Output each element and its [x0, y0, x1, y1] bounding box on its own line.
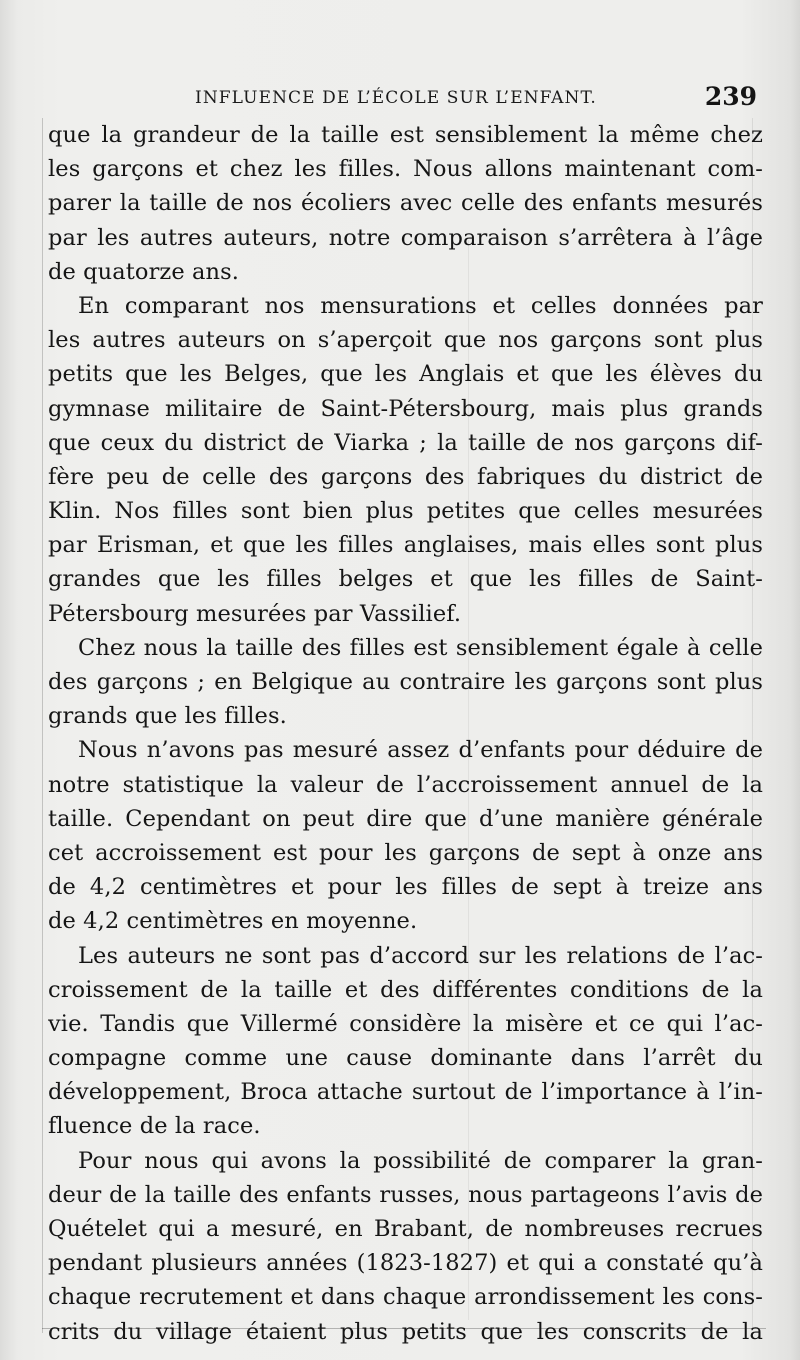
text-line: les garçons et chez les filles. Nous allons maintenant com- [48, 156, 763, 183]
page-number: 239 [704, 82, 757, 111]
text-line: gymnase militaire de Saint-Pétersbourg, mais plus grands [48, 395, 763, 422]
text-line: des garçons ; en Belgique au contraire les garçons sont plus [48, 669, 763, 695]
text-line: En comparant nos mensurations et celles données par [78, 292, 763, 319]
text-line: Chez nous la taille des filles est sensiblement égale à celle [78, 634, 763, 661]
text-line: les autres auteurs on s’aperçoit que nos garçons sont plus [48, 327, 763, 354]
page-header [0, 80, 800, 110]
text-line: deur de la taille des enfants russes, nous partageons l’avis de [48, 1181, 763, 1208]
text-line: de quatorze ans. [48, 258, 240, 285]
text-line: compagne comme une cause dominante dans l’arrêt du [48, 1045, 763, 1072]
text-line: petits que les Belges, que les Anglais et que les élèves du [48, 361, 763, 388]
text-line: vie. Tandis que Villermé considère la misère et ce qui l’ac- [48, 1010, 763, 1037]
text-line: fluence de la race. [48, 1113, 261, 1140]
text-line: par Erisman, et que les filles anglaises, mais elles sont plus [48, 532, 763, 559]
text-line: de 4,2 centimètres et pour les filles de sept à treize ans [48, 874, 763, 901]
text-line: de 4,2 centimètres en moyenne. [48, 908, 418, 935]
text-line: croissement de la taille et des différentes conditions de la [48, 976, 763, 1003]
body-text [48, 118, 763, 1349]
text-line: que la grandeur de la taille est sensiblement la même chez [48, 122, 763, 148]
text-line: développement, Broca attache surtout de l’importance à l’in- [48, 1079, 763, 1106]
text-line: Quételet qui a mesuré, en Brabant, de nombreuses recrues [48, 1216, 763, 1242]
text-line: taille. Cependant on peut dire que d’une manière générale [48, 805, 763, 832]
show-through-rule [42, 118, 43, 1333]
text-line: par les autres auteurs, notre comparaison s’arrêtera à l’âge [48, 224, 763, 251]
text-line: Nous n’avons pas mesuré assez d’enfants pour déduire de [78, 737, 763, 764]
text-line: cet accroissement est pour les garçons de sept à onze ans [48, 839, 763, 866]
text-line: Pétersbourg mesurées par Vassilief. [48, 600, 462, 627]
text-line: chaque recrutement et dans chaque arrondissement les cons- [48, 1284, 763, 1311]
text-line: fère peu de celle des garçons des fabriques du district de [48, 463, 763, 490]
text-line: Les auteurs ne sont pas d’accord sur les relations de l’ac- [78, 942, 763, 969]
text-line: grands que les filles. [48, 703, 287, 730]
text-line: grandes que les filles belges et que les filles de Saint- [48, 566, 763, 593]
text-line: notre statistique la valeur de l’accroissement annuel de la [48, 771, 763, 798]
running-title: INFLUENCE DE L’ÉCOLE SUR L’ENFANT. [195, 88, 597, 108]
text-line: pendant plusieurs années (1823-1827) et qui a constaté qu’à [48, 1250, 763, 1277]
text-line: que ceux du district de Viarka ; la taille de nos garçons dif- [48, 429, 763, 456]
text-line: Klin. Nos filles sont bien plus petites que celles mesurées [48, 498, 763, 525]
text-line: crits du village étaient plus petits que les conscrits de la [48, 1318, 763, 1345]
text-line: Pour nous qui avons la possibilité de comparer la gran- [78, 1147, 763, 1174]
text-line: parer la taille de nos écoliers avec celle des enfants mesurés [48, 190, 763, 217]
